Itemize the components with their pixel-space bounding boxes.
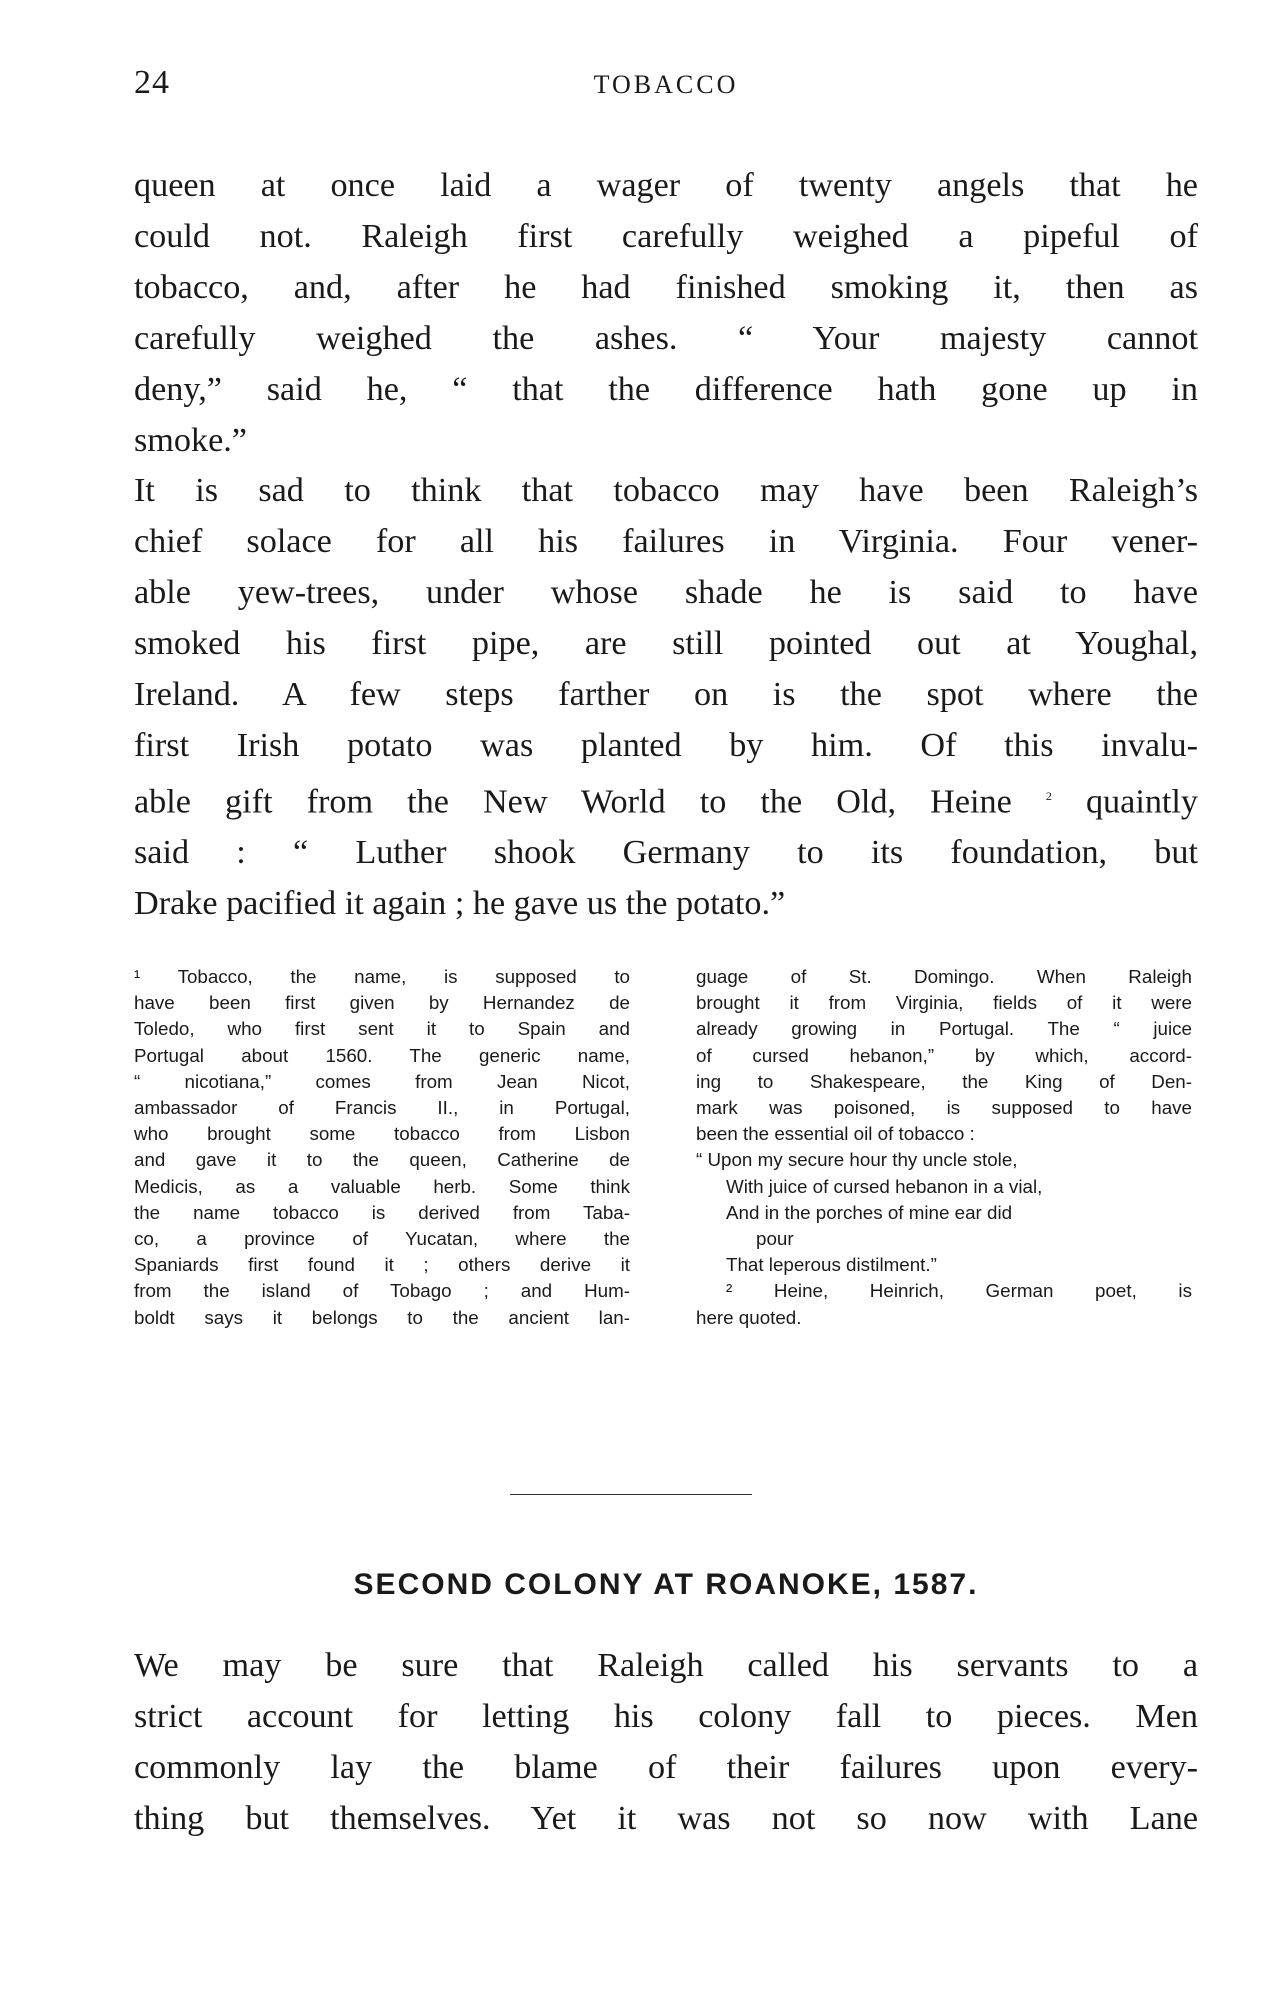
footnote-line: ¹ Tobacco, the name, is supposed to bbox=[134, 966, 630, 987]
footnote-line: have been first given by Hernandez de bbox=[134, 992, 630, 1014]
footnote-line: here quoted. bbox=[696, 1306, 802, 1328]
page-header bbox=[134, 64, 1198, 104]
text-line: thing but themselves. Yet it was not so now with Lane bbox=[134, 1800, 1198, 1837]
text-line: Ireland. A few steps farther on is the spot where the bbox=[134, 676, 1198, 713]
footnote-line: the name tobacco is derived from Taba- bbox=[134, 1201, 630, 1223]
footnote-column-left bbox=[134, 964, 630, 1331]
footnote-line: ² Heine, Heinrich, German poet, is bbox=[726, 1280, 1192, 1302]
paragraph-3 bbox=[134, 1640, 1198, 1844]
footnote-line: been the essential oil of tobacco : bbox=[696, 1123, 975, 1145]
footnote-line: Portugal about 1560. The generic name, bbox=[134, 1044, 630, 1066]
paragraph-2 bbox=[134, 465, 1198, 929]
text-line-with-footnote bbox=[134, 771, 1198, 827]
text-line: smoke.” bbox=[134, 422, 247, 459]
footnote-line: boldt says it belongs to the ancient lan- bbox=[134, 1306, 630, 1328]
paragraph-1 bbox=[134, 160, 1198, 466]
footnote-line: from the island of Tobago ; and Hum- bbox=[134, 1280, 630, 1302]
page-number: 24 bbox=[134, 64, 170, 101]
text-line: commonly lay the blame of their failures upon every- bbox=[134, 1749, 1198, 1786]
footnotes bbox=[134, 964, 1198, 1424]
text-line: queen at once laid a wager of twenty angels that he bbox=[134, 167, 1198, 204]
footnote-line: Toledo, who first sent it to Spain and bbox=[134, 1018, 630, 1040]
footnote-line: of cursed hebanon,” by which, accord- bbox=[696, 1044, 1192, 1066]
text-line: We may be sure that Raleigh called his servants to a bbox=[134, 1647, 1198, 1684]
text-line: could not. Raleigh first carefully weighed a pipeful of bbox=[134, 218, 1198, 255]
footnote-line: brought it from Virginia, fields of it were bbox=[696, 992, 1192, 1014]
footnote-line: “ nicotiana,” comes from Jean Nicot, bbox=[134, 1070, 630, 1092]
section-heading: SECOND COLONY AT ROANOKE, 1587. bbox=[353, 1568, 979, 1601]
text-line: tobacco, and, after he had finished smoking it, then as bbox=[134, 269, 1198, 306]
text-fragment: able gift from the New World to the Old, Heine bbox=[134, 783, 1012, 821]
footnote-line: mark was poisoned, is supposed to have bbox=[696, 1097, 1192, 1119]
footnote-line: ambassador of Francis II., in Portugal, bbox=[134, 1097, 630, 1119]
verse-line: That leperous distilment.” bbox=[726, 1254, 937, 1276]
footnote-line: Medicis, as a valuable herb. Some think bbox=[134, 1175, 630, 1197]
footnote-line: already growing in Portugal. The “ juice bbox=[696, 1018, 1192, 1040]
footnote-marker[interactable]: 2 bbox=[1045, 789, 1052, 803]
running-head: TOBACCO bbox=[593, 70, 739, 99]
text-line: strict account for letting his colony fall to pieces. Men bbox=[134, 1698, 1198, 1735]
text-fragment: quaintly bbox=[1051, 783, 1199, 821]
footnote-line: who brought some tobacco from Lisbon bbox=[134, 1123, 630, 1145]
section-divider bbox=[510, 1494, 752, 1495]
text-line: smoked his first pipe, are still pointed out at Youghal, bbox=[134, 625, 1198, 662]
text-line: Drake pacified it again ; he gave us the potato.” bbox=[134, 885, 786, 923]
verse-line: And in the porches of mine ear did bbox=[726, 1201, 1013, 1223]
text-line: first Irish potato was planted by him. Of this invalu- bbox=[134, 727, 1198, 764]
text-line: chief solace for all his failures in Virginia. Four vener- bbox=[134, 523, 1198, 560]
footnote-line: ing to Shakespeare, the King of Den- bbox=[696, 1070, 1192, 1092]
verse-line: With juice of cursed hebanon in a vial, bbox=[726, 1175, 1043, 1197]
text-line: deny,” said he, “ that the difference hath gone up in bbox=[134, 371, 1198, 408]
text-line: said : “ Luther shook Germany to its foundation, but bbox=[134, 834, 1198, 872]
footnote-line: and gave it to the queen, Catherine de bbox=[134, 1149, 630, 1171]
footnote-line: co, a province of Yucatan, where the bbox=[134, 1228, 630, 1250]
text-line: carefully weighed the ashes. “ Your majesty cannot bbox=[134, 320, 1198, 357]
footnote-line: guage of St. Domingo. When Raleigh bbox=[696, 966, 1192, 987]
verse-line: pour bbox=[756, 1228, 794, 1250]
footnote-line: Spaniards first found it ; others derive it bbox=[134, 1254, 630, 1276]
verse-line: “ Upon my secure hour thy uncle stole, bbox=[696, 1149, 1018, 1171]
text-line: It is sad to think that tobacco may have been Raleigh’s bbox=[134, 472, 1198, 509]
text-line: able yew-trees, under whose shade he is said to have bbox=[134, 574, 1198, 611]
footnote-column-right bbox=[696, 964, 1192, 1331]
